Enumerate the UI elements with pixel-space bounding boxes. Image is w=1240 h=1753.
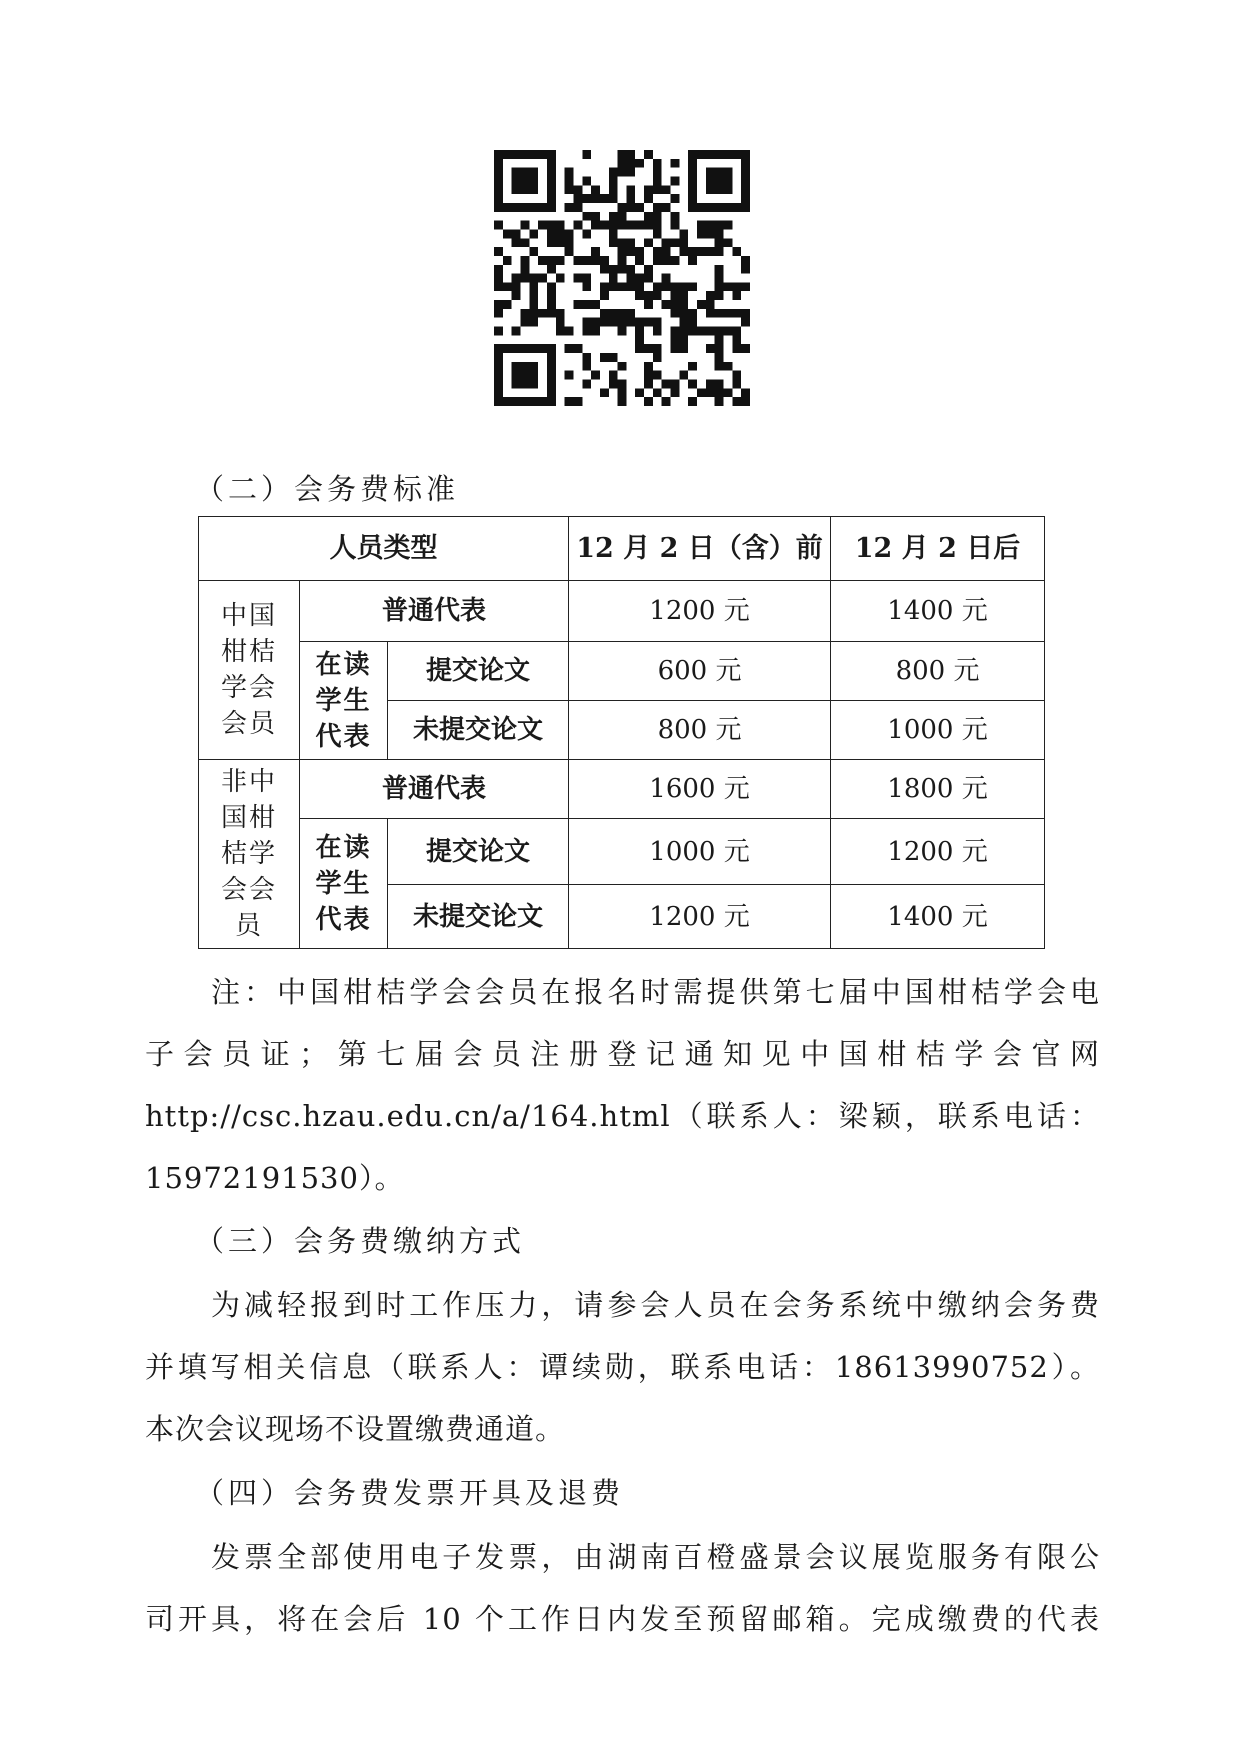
header-person-type: 人员类型 <box>199 517 569 581</box>
cell-label: 普通代表 <box>300 760 569 819</box>
qr-code-icon <box>494 150 750 406</box>
section-3-paragraph <box>145 1274 1100 1460</box>
cell-fee: 1200 元 <box>569 581 831 642</box>
group2-student-label: 在读 学生 代表 <box>300 819 388 949</box>
fee-table <box>198 516 1045 949</box>
cell-fee: 1200 元 <box>569 885 831 949</box>
cell-fee: 1200 元 <box>831 819 1045 885</box>
paragraph-line: 并填写相关信息（联系人：谭续勋，联系电话：18613990752）。 <box>145 1350 1100 1384</box>
cell-fee: 1400 元 <box>831 885 1045 949</box>
header-before: 12 月 2 日（含）前 <box>569 517 831 581</box>
cell-fee: 1600 元 <box>569 760 831 819</box>
cell-fee: 600 元 <box>569 642 831 701</box>
group2-label: 非中 国柑 桔学 会会 员 <box>199 760 300 949</box>
section-3-heading: （三）会务费缴纳方式 <box>195 1224 526 1258</box>
paragraph-line: 司开具，将在会后 10 个工作日内发至预留邮箱。完成缴费的代表 <box>145 1602 1100 1636</box>
cell-fee: 1800 元 <box>831 760 1045 819</box>
group1-label: 中国 柑桔 学会 会员 <box>199 581 300 760</box>
note-line: 注：中国柑桔学会会员在报名时需提供第七届中国柑桔学会电 <box>211 975 1100 1009</box>
table-header-row <box>199 517 1045 581</box>
cell-label: 未提交论文 <box>388 701 569 760</box>
cell-fee: 1000 元 <box>831 701 1045 760</box>
group1-student-label: 在读 学生 代表 <box>300 642 388 760</box>
cell-fee: 1000 元 <box>569 819 831 885</box>
cell-label: 提交论文 <box>388 819 569 885</box>
cell-fee: 1400 元 <box>831 581 1045 642</box>
note-link-line: http://csc.hzau.edu.cn/a/164.html（联系人：梁颖，联系电话： <box>145 1099 1100 1133</box>
cell-label: 普通代表 <box>300 581 569 642</box>
note-line: 15972191530）。 <box>145 1161 405 1195</box>
header-after: 12 月 2 日后 <box>831 517 1045 581</box>
paragraph-line: 为减轻报到时工作压力，请参会人员在会务系统中缴纳会务费 <box>211 1288 1100 1322</box>
table-row <box>199 642 1045 701</box>
note-line: 子会员证；第七届会员注册登记通知见中国柑桔学会官网 <box>145 1037 1100 1071</box>
section-4-heading: （四）会务费发票开具及退费 <box>195 1476 625 1510</box>
table-row <box>199 819 1045 885</box>
paragraph-line: 本次会议现场不设置缴费通道。 <box>145 1412 566 1446</box>
cell-label: 未提交论文 <box>388 885 569 949</box>
note-paragraph <box>145 961 1100 1209</box>
cell-label: 提交论文 <box>388 642 569 701</box>
section-4-paragraph <box>145 1526 1100 1650</box>
cell-fee: 800 元 <box>831 642 1045 701</box>
section-2-heading: （二）会务费标准 <box>195 472 460 506</box>
paragraph-line: 发票全部使用电子发票，由湖南百橙盛景会议展览服务有限公 <box>211 1540 1100 1574</box>
table-row <box>199 760 1045 819</box>
cell-fee: 800 元 <box>569 701 831 760</box>
table-row <box>199 581 1045 642</box>
